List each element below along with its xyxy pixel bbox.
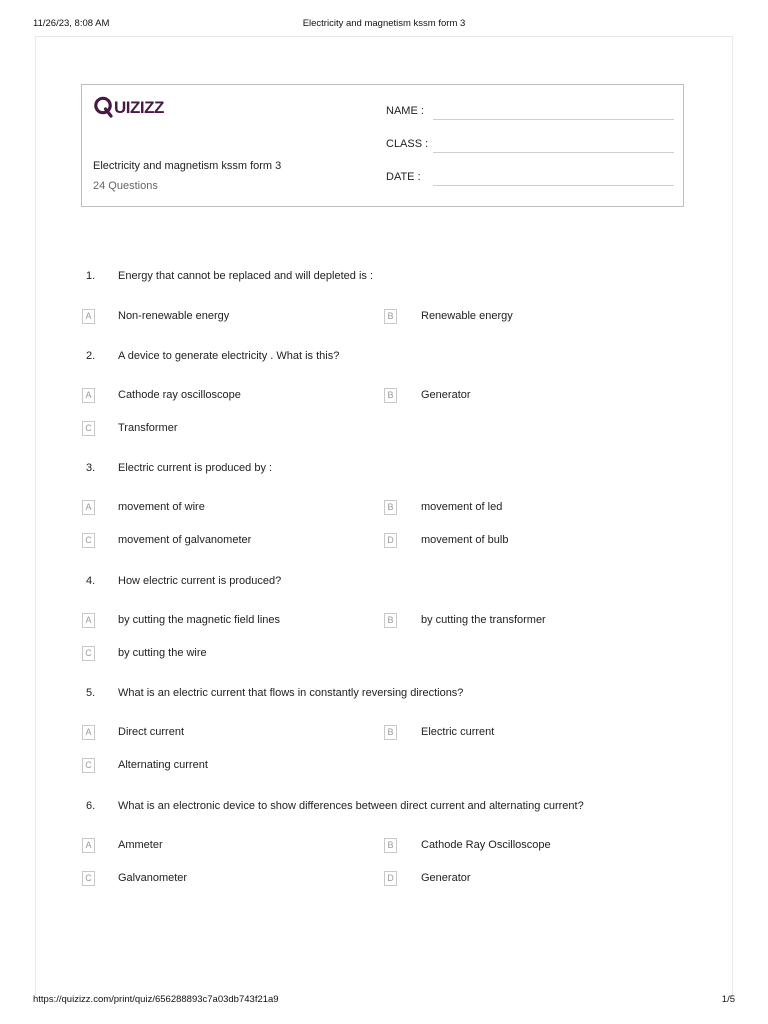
- date-line: [433, 185, 674, 186]
- print-footer: [0, 994, 768, 1008]
- option-letter-box[interactable]: B: [384, 500, 397, 515]
- question-number: 2.: [86, 350, 96, 362]
- question-count: 24 Questions: [93, 180, 158, 192]
- option-text: Cathode ray oscilloscope: [118, 389, 241, 401]
- print-header: [0, 18, 768, 32]
- option-letter-box[interactable]: A: [82, 838, 95, 853]
- option-text: movement of wire: [118, 501, 205, 513]
- option-letter-box[interactable]: B: [384, 309, 397, 324]
- option-letter-box[interactable]: C: [82, 533, 95, 548]
- option-letter-box[interactable]: A: [82, 613, 95, 628]
- option-text: movement of bulb: [421, 534, 509, 546]
- question-number: 5.: [86, 687, 96, 699]
- question-text: Energy that cannot be replaced and will depleted is :: [118, 270, 373, 282]
- option-letter-box[interactable]: B: [384, 838, 397, 853]
- option-letter-box[interactable]: C: [82, 871, 95, 886]
- option-text: movement of galvanometer: [118, 534, 252, 546]
- svg-text:UIZIZZ: UIZIZZ: [114, 98, 164, 117]
- question-number: 3.: [86, 462, 96, 474]
- option-letter-box[interactable]: B: [384, 613, 397, 628]
- option-text: by cutting the transformer: [421, 614, 546, 626]
- name-label: NAME :: [386, 105, 424, 117]
- option-text: Direct current: [118, 726, 185, 738]
- option-letter-box[interactable]: B: [384, 388, 397, 403]
- question-text: What is an electric current that flows in constantly reversing directions?: [118, 687, 464, 699]
- option-text: Renewable energy: [421, 310, 513, 322]
- option-letter-box[interactable]: C: [82, 758, 95, 773]
- question-text: Electric current is produced by :: [118, 462, 273, 474]
- question-text: How electric current is produced?: [118, 575, 282, 587]
- option-letter-box[interactable]: A: [82, 388, 95, 403]
- quizizz-logo: [93, 94, 183, 122]
- date-field[interactable]: [386, 171, 674, 189]
- date-label: DATE :: [386, 171, 421, 183]
- option-text: Ammeter: [118, 839, 163, 851]
- question-number: 6.: [86, 800, 96, 812]
- option-text: movement of led: [421, 501, 503, 513]
- name-field[interactable]: [386, 105, 674, 123]
- option-letter-box[interactable]: D: [384, 871, 397, 886]
- class-line: [433, 152, 674, 153]
- option-text: by cutting the magnetic field lines: [118, 614, 281, 626]
- option-letter-box[interactable]: D: [384, 533, 397, 548]
- option-text: Transformer: [118, 422, 178, 434]
- option-letter-box[interactable]: A: [82, 309, 95, 324]
- option-text: Generator: [421, 872, 471, 884]
- quiz-title: Electricity and magnetism kssm form 3: [93, 160, 282, 172]
- option-text: Generator: [421, 389, 471, 401]
- option-text: Electric current: [421, 726, 495, 738]
- question-number: 4.: [86, 575, 96, 587]
- worksheet-header: [81, 84, 684, 207]
- name-line: [433, 119, 674, 120]
- option-text: Cathode Ray Oscilloscope: [421, 839, 551, 851]
- option-letter-box[interactable]: C: [82, 421, 95, 436]
- option-letter-box[interactable]: A: [82, 500, 95, 515]
- class-label: CLASS :: [386, 138, 429, 150]
- print-title: Electricity and magnetism kssm form 3: [302, 18, 466, 29]
- option-letter-box[interactable]: B: [384, 725, 397, 740]
- option-text: Non-renewable energy: [118, 310, 230, 322]
- page-number: 1/5: [721, 994, 735, 1005]
- question-number: 1.: [86, 270, 96, 282]
- print-date: 11/26/23, 8:08 AM: [33, 18, 110, 29]
- print-url[interactable]: https://quizizz.com/print/quiz/656288893c7a03db743f21a9: [33, 994, 279, 1005]
- option-text: Alternating current: [118, 759, 208, 771]
- question-text: A device to generate electricity . What is this?: [118, 350, 340, 362]
- question-text: What is an electronic device to show differences between direct current and alternating current?: [118, 800, 584, 812]
- option-letter-box[interactable]: A: [82, 725, 95, 740]
- option-text: Galvanometer: [118, 872, 188, 884]
- option-letter-box[interactable]: C: [82, 646, 95, 661]
- class-field[interactable]: [386, 138, 674, 156]
- option-text: by cutting the wire: [118, 647, 207, 659]
